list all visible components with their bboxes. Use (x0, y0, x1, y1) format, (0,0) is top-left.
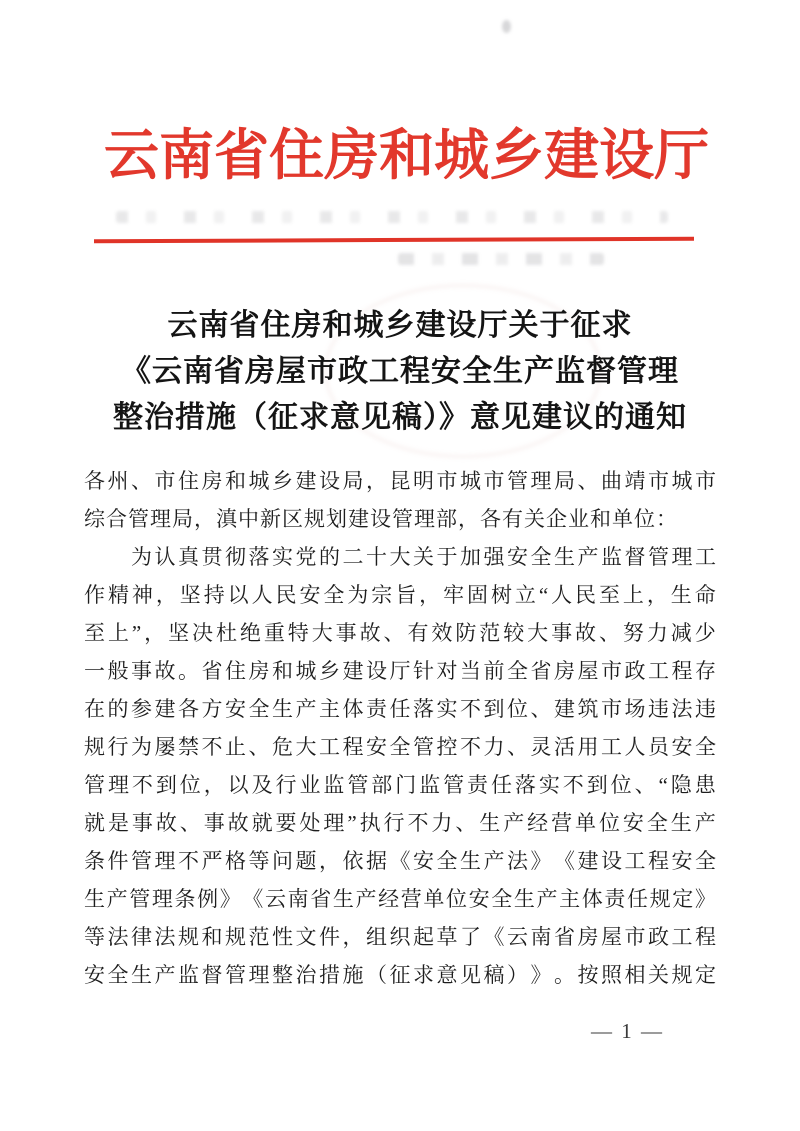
document-title (0, 303, 800, 441)
body-line: 至 上 ” ， 坚 决 杜 绝 重 特 大 事 故 、 有 效 防 范 较 大 事 故 、 努 力 减 少 (84, 621, 716, 645)
page-number: — 1 — (591, 1019, 664, 1043)
scan-artifact-speck (502, 20, 511, 33)
letterhead-char: 设 (599, 125, 655, 186)
letterhead-char: 厅 (654, 125, 710, 186)
body-line: 为 认 真 贯 彻 落 实 党 的 二 十 大 关 于 加 强 安 全 生 产 监 督 管 理 工 (131, 545, 716, 569)
body-line: 综合管理局，滇中新区规划建设管理部，各有关企业和单位： (84, 507, 678, 531)
letterhead-char: 房 (324, 125, 380, 186)
document-body (84, 462, 716, 994)
body-line: 在 的 参 建 各 方 安 全 生 产 主 体 责 任 落 实 不 到 位 、 建 筑 市 场 违 法 违 (84, 697, 716, 721)
letterhead-char: 和 (379, 125, 435, 186)
body-line: 各 州 、 市 住 房 和 城 乡 建 设 局 ， 昆 明 市 城 市 管 理 局 、 曲 靖 市 城 市 (84, 469, 716, 493)
letterhead-char: 住 (269, 125, 325, 186)
scan-artifact-below-rule (398, 253, 604, 265)
body-line: 条 件 管 理 不 严 格 等 问 题 ， 依 据 《 安 全 生 产 法 》 《 建 设 工 程 安 全 (84, 849, 716, 873)
letterhead-title (104, 124, 710, 188)
letterhead-char: 乡 (489, 125, 545, 186)
body-line: 就 是 事 故 、 事 故 就 要 处 理 ” 执 行 不 力 、 生 产 经 营 单 位 安 全 生 产 (84, 811, 716, 835)
letterhead-char: 南 (159, 125, 215, 186)
document-title-line-3: 整治措施（征求意见稿）》意见建议的通知 (113, 401, 687, 434)
body-line: 生 产 管 理 条 例 》 《 云 南 省 生 产 经 营 单 位 安 全 生 产 主 体 责 任 规 定 》 (84, 887, 716, 911)
body-line: 等 法 律 法 规 和 规 范 性 文 件 ， 组 织 起 草 了 《 云 南 省 房 屋 市 政 工 程 (84, 925, 716, 949)
document-title-line-1: 云南省住房和城乡建设厅关于征求 (167, 309, 633, 342)
letterhead-char: 省 (214, 125, 270, 186)
letterhead-rule (94, 237, 694, 244)
body-line: 安 全 生 产 监 督 管 理 整 治 措 施 （ 征 求 意 见 稿 ） 》 。 按 照 相 关 规 定 (84, 963, 716, 987)
body-line: 规 行 为 屡 禁 不 止 、 危 大 工 程 安 全 管 控 不 力 、 灵 活 用 工 人 员 安 全 (84, 735, 716, 759)
document-title-line-2: 《云南省房屋市政工程安全生产监督管理 (121, 355, 679, 388)
body-line: 作 精 神 ， 坚 持 以 人 民 安 全 为 宗 旨 ， 牢 固 树 立 “ 人 民 至 上 ， 生 命 (84, 583, 716, 607)
letterhead-char: 建 (544, 125, 600, 186)
letterhead-char: 城 (434, 125, 490, 186)
body-line: 一 般 事 故 。 省 住 房 和 城 乡 建 设 厅 针 对 当 前 全 省 房 屋 市 政 工 程 存 (84, 659, 716, 683)
scan-artifact-above-rule (116, 211, 668, 223)
body-line: 管 理 不 到 位 ， 以 及 行 业 监 管 部 门 监 管 责 任 落 实 不 到 位 、 “ 隐 患 (84, 773, 716, 797)
letterhead-char: 云 (104, 125, 160, 186)
